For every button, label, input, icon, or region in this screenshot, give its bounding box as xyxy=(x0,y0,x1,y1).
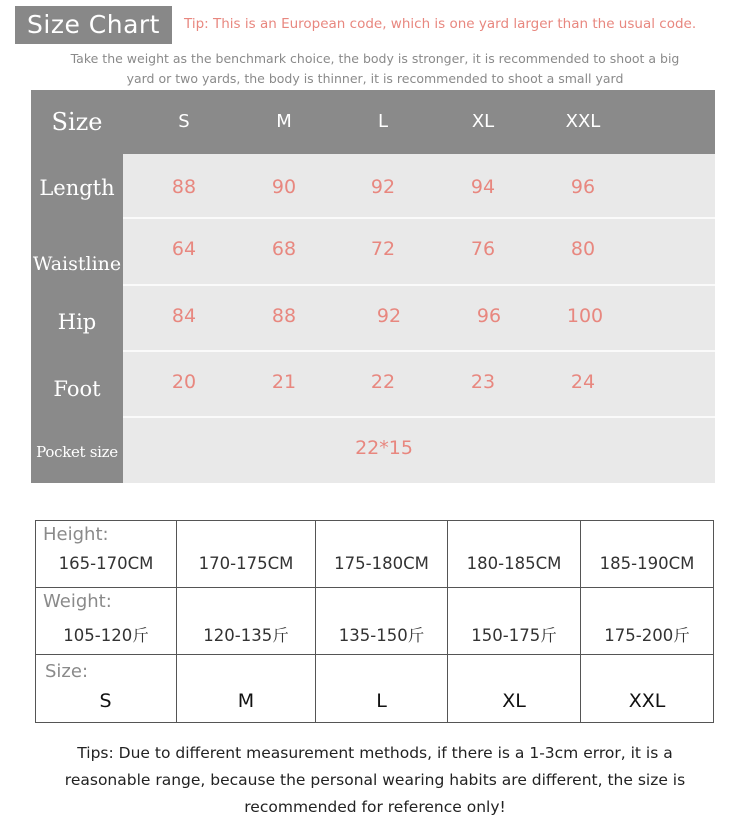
waistline-xl: 76 xyxy=(470,238,496,260)
weight-range-xxl: 175-200斤 xyxy=(604,626,690,645)
row-label-length: Length xyxy=(39,176,115,200)
hip-xl: 96 xyxy=(476,305,502,327)
length-xl: 94 xyxy=(470,176,496,198)
size-header-xl: XL xyxy=(471,111,495,132)
fit-size-s: S xyxy=(99,690,112,712)
advice-line-1: Take the weight as the benchmark choice, the body is stronger, it is recommended to shoot a big xyxy=(70,51,680,66)
weight-range-l: 135-150斤 xyxy=(338,626,425,645)
size-chart-table xyxy=(31,90,715,483)
fit-size-xxl: XXL xyxy=(628,690,666,712)
height-range-xxl: 185-190CM xyxy=(599,554,695,573)
foot-l: 22 xyxy=(370,371,396,393)
advice-line-2: yard or two yards, the body is thinner, it is recommended to shoot a small yard xyxy=(126,71,624,86)
row-divider xyxy=(123,416,715,418)
weight-range-xl: 150-175斤 xyxy=(471,626,557,645)
foot-xl: 23 xyxy=(470,371,496,393)
grid-line xyxy=(35,722,714,723)
foot-xxl: 24 xyxy=(570,371,596,393)
hip-xxl: 100 xyxy=(566,305,604,327)
foot-s: 20 xyxy=(171,371,197,393)
size-label: Size: xyxy=(45,661,89,682)
waistline-s: 64 xyxy=(171,238,197,260)
length-s: 88 xyxy=(171,176,197,198)
tips-line-3: recommended for reference only! xyxy=(244,798,506,816)
size-header-m: M xyxy=(276,111,292,132)
length-l: 92 xyxy=(370,176,396,198)
size-corner-label: Size xyxy=(51,108,103,136)
height-range-l: 175-180CM xyxy=(334,554,429,573)
grid-line xyxy=(713,520,714,723)
grid-line xyxy=(35,520,714,521)
size-header-l: L xyxy=(377,111,389,132)
measurement-tips xyxy=(20,740,730,821)
hip-l: 92 xyxy=(376,305,402,327)
height-range-s: 165-170CM xyxy=(58,554,154,573)
row-label-pocket-size: Pocket size xyxy=(36,443,118,461)
length-m: 90 xyxy=(271,176,297,198)
height-range-m: 170-175CM xyxy=(198,554,294,573)
fit-size-m: M xyxy=(237,690,255,712)
length-xxl: 96 xyxy=(570,176,596,198)
tips-line-2: reasonable range, because the personal wearing habits are different, the size is xyxy=(64,771,686,789)
size-chart-title: Size Chart xyxy=(15,6,172,44)
height-label: Height: xyxy=(43,524,109,545)
pocket-size-value: 22*15 xyxy=(355,437,413,459)
size-header-xxl: XXL xyxy=(565,111,601,132)
height-range-xl: 180-185CM xyxy=(466,554,562,573)
weight-label: Weight: xyxy=(43,591,112,612)
hip-m: 88 xyxy=(271,305,297,327)
row-label-foot: Foot xyxy=(53,377,101,401)
weight-range-m: 120-135斤 xyxy=(203,626,289,645)
row-divider xyxy=(123,217,715,219)
hip-s: 84 xyxy=(171,305,197,327)
waistline-l: 72 xyxy=(370,238,396,260)
fit-size-xl: XL xyxy=(502,690,526,712)
row-label-hip: Hip xyxy=(57,310,97,334)
row-divider xyxy=(123,284,715,286)
row-label-waistline: Waistline xyxy=(32,253,122,275)
row-divider xyxy=(123,350,715,352)
grid-line xyxy=(35,587,714,588)
weight-range-s: 105-120斤 xyxy=(63,626,149,645)
waistline-m: 68 xyxy=(271,238,297,260)
european-code-tip: Tip: This is an European code, which is one yard larger than the usual code. xyxy=(184,16,697,32)
size-header-s: S xyxy=(178,111,190,132)
fit-size-l: L xyxy=(376,690,387,712)
grid-line xyxy=(35,654,714,655)
waistline-xxl: 80 xyxy=(570,238,596,260)
tips-line-1: Tips: Due to different measurement methods, if there is a 1-3cm error, it is a xyxy=(77,744,673,762)
height-weight-size-grid xyxy=(35,520,714,723)
foot-m: 21 xyxy=(271,371,297,393)
